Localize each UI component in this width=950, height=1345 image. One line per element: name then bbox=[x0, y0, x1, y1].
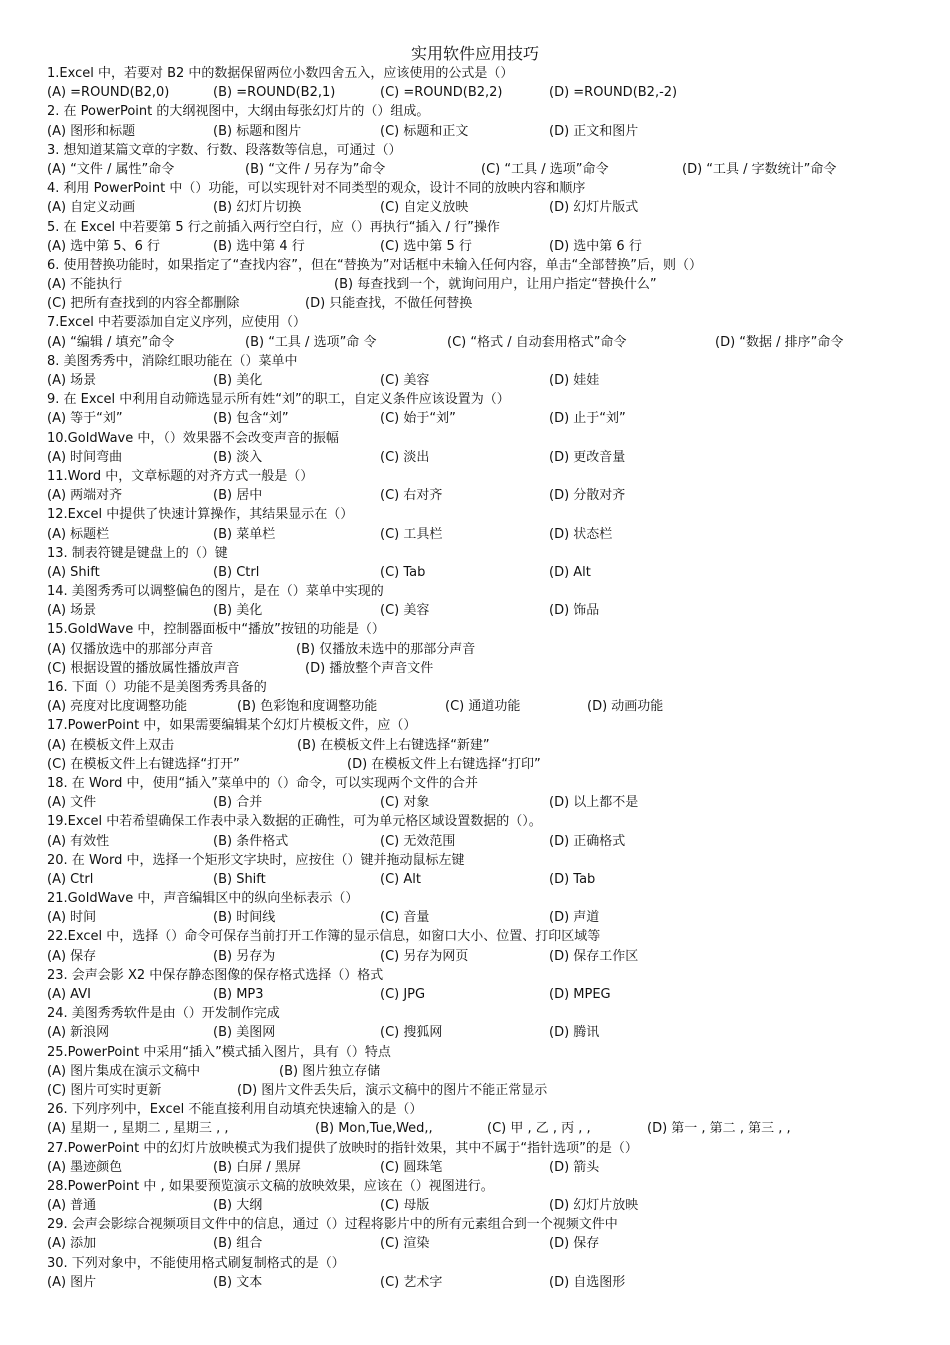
question-text: 26. 下列序列中，Excel 不能直接利用自动填充快速输入的是（） bbox=[47, 1102, 423, 1118]
answer-option: (A) 新浪网 bbox=[47, 1025, 110, 1041]
answer-option: (B) 条件格式 bbox=[213, 833, 289, 849]
option-row bbox=[47, 736, 927, 755]
answer-option: (C) 标题和正文 bbox=[380, 123, 469, 139]
answer-option: (A) 自定义动画 bbox=[47, 200, 136, 216]
answer-option: (A) 添加 bbox=[47, 1236, 97, 1252]
answer-option: (A) 在模板文件上双击 bbox=[47, 737, 175, 753]
question-text: 10.GoldWave 中，（）效果器不会改变声音的振幅 bbox=[47, 430, 339, 446]
question-text: 16. 下面（）功能不是美图秀秀具备的 bbox=[47, 680, 267, 695]
answer-option: (C) “格式 / 自动套用格式”命令 bbox=[447, 334, 627, 350]
answer-option: (D) 保存工作区 bbox=[549, 948, 639, 964]
option-row bbox=[47, 448, 927, 467]
question-text: 23. 会声会影 X2 中保存静态图像的保存格式选择（）格式 bbox=[47, 967, 384, 983]
answer-option: (D) 箭头 bbox=[549, 1159, 600, 1175]
answer-option: (B) Ctrl bbox=[213, 564, 260, 580]
answer-option: (B) 组合 bbox=[213, 1236, 263, 1252]
answer-option: (A) 场景 bbox=[47, 373, 97, 388]
answer-option: (C) 无效范围 bbox=[380, 833, 456, 849]
question-text: 24. 美图秀秀软件是由（）开发制作完成 bbox=[47, 1006, 280, 1022]
question-text: 9. 在 Excel 中利用自动筛选显示所有姓“刘”的职工，自定义条件应该设置为（） bbox=[47, 392, 510, 408]
answer-option: (D) 以上都不是 bbox=[549, 795, 639, 811]
question-text: 4. 利用 PowerPoint 中（）功能，可以实现针对不同类型的观众，设计不同的放映内容和顺序 bbox=[47, 181, 586, 197]
answer-option: (A) 普通 bbox=[47, 1198, 97, 1214]
question-text: 6. 使用替换功能时，如果指定了“查找内容”，但在“替换为”对话框中未输入任何内容，单击“全部替换”后，则（） bbox=[47, 257, 702, 273]
answer-option: (D) 幻灯片版式 bbox=[549, 200, 639, 216]
option-row bbox=[47, 486, 927, 505]
question-text: 12.Excel 中提供了快速计算操作，其结果显示在（） bbox=[47, 507, 354, 523]
answer-option: (C) 美容 bbox=[380, 603, 430, 619]
question-text: 7.Excel 中若要添加自定义序列，应使用（） bbox=[47, 315, 306, 331]
answer-option: (B) 选中第 4 行 bbox=[213, 238, 305, 254]
question-list bbox=[47, 64, 927, 1292]
answer-option: (B) 每查找到一个，就询问用户，让用户指定“替换什么” bbox=[334, 277, 657, 293]
option-row bbox=[47, 275, 927, 294]
question-text: 1.Excel 中，若要对 B2 中的数据保留两位小数四舍五入，应该使用的公式是（） bbox=[47, 66, 514, 81]
answer-option: (B) 大纲 bbox=[213, 1198, 263, 1214]
answer-option: (A) 文件 bbox=[47, 795, 97, 811]
option-row bbox=[47, 525, 927, 544]
option-row bbox=[47, 640, 927, 659]
answer-option: (D) MPEG bbox=[549, 987, 611, 1002]
option-row bbox=[47, 793, 927, 812]
answer-option: (B) 淡入 bbox=[213, 449, 263, 465]
option-row bbox=[47, 1081, 927, 1100]
answer-option: (C) 另存为网页 bbox=[380, 948, 469, 964]
answer-option: (D) 止于“刘” bbox=[549, 411, 626, 427]
answer-option: (C) Alt bbox=[380, 871, 421, 887]
answer-option: (A) “文件 / 属性”命令 bbox=[47, 161, 175, 177]
answer-option: (C) 淡出 bbox=[380, 449, 430, 465]
answer-option: (D) 状态栏 bbox=[549, 526, 613, 542]
answer-option: (D) 在模板文件上右键选择“打印” bbox=[347, 756, 541, 772]
answer-option: (B) =ROUND(B2,1) bbox=[213, 85, 336, 101]
answer-option: (B) 合并 bbox=[213, 795, 263, 811]
option-row bbox=[47, 601, 927, 620]
answer-option: (C) JPG bbox=[380, 987, 426, 1002]
answer-option: (C) 在模板文件上右键选择“打开” bbox=[47, 756, 240, 772]
answer-option: (B) 包含“刘” bbox=[213, 411, 289, 427]
question-text: 15.GoldWave 中，控制器面板中“播放”按钮的功能是（） bbox=[47, 622, 385, 638]
answer-option: (D) Alt bbox=[549, 564, 591, 580]
answer-option: (B) 另存为 bbox=[213, 948, 276, 964]
answer-option: (A) 不能执行 bbox=[47, 277, 123, 293]
question-text: 14. 美图秀秀可以调整偏色的图片，是在（）菜单中实现的 bbox=[47, 584, 384, 600]
answer-option: (A) 两端对齐 bbox=[47, 488, 123, 504]
question-text: 28.PowerPoint 中 , 如果要预览演示文稿的放映效果，应该在（）视图进行。 bbox=[47, 1178, 494, 1194]
question-text: 25.PowerPoint 中采用“插入”模式插入图片，具有（）特点 bbox=[47, 1044, 391, 1060]
answer-option: (C) 艺术字 bbox=[380, 1274, 443, 1290]
answer-option: (A) 选中第 5、6 行 bbox=[47, 238, 160, 254]
option-row bbox=[47, 832, 927, 851]
answer-option: (D) 图片文件丢失后，演示文稿中的图片不能正常显示 bbox=[237, 1082, 548, 1098]
answer-option: (B) “工具 / 选项”命 令 bbox=[245, 334, 377, 350]
answer-option: (A) 标题栏 bbox=[47, 526, 110, 542]
option-row bbox=[47, 409, 927, 428]
answer-option: (B) 美图网 bbox=[213, 1025, 276, 1041]
answer-option: (D) 保存 bbox=[549, 1236, 600, 1252]
answer-option: (B) 美化 bbox=[213, 373, 263, 388]
question-text: 18. 在 Word 中，使用“插入”菜单中的（）命令，可以实现两个文件的合并 bbox=[47, 775, 478, 791]
answer-option: (C) 美容 bbox=[380, 373, 430, 388]
answer-option: (C) 图片可实时更新 bbox=[47, 1082, 162, 1098]
option-row bbox=[47, 755, 927, 774]
question-text: 29. 会声会影综合视频项目文件中的信息，通过（）过程将影片中的所有元素组合到一个视频文件中 bbox=[47, 1217, 618, 1233]
question-text: 21.GoldWave 中，声音编辑区中的纵向坐标表示（） bbox=[47, 891, 359, 907]
question-text: 22.Excel 中，选择（）命令可保存当前打开工作簿的显示信息，如窗口大小、位置、打印区域等 bbox=[47, 929, 601, 945]
answer-option: (A) 时间 bbox=[47, 910, 97, 926]
answer-option: (B) 菜单栏 bbox=[213, 526, 276, 542]
option-row bbox=[47, 947, 927, 966]
answer-option: (B) 时间线 bbox=[213, 910, 276, 926]
answer-option: (C) Tab bbox=[380, 564, 426, 580]
option-row bbox=[47, 1119, 927, 1138]
answer-option: (C) “工具 / 选项”命令 bbox=[481, 161, 609, 177]
answer-option: (C) 圆珠笔 bbox=[380, 1159, 443, 1175]
option-row bbox=[47, 870, 927, 889]
answer-option: (D) 幻灯片放映 bbox=[549, 1198, 639, 1214]
answer-option: (B) Shift bbox=[213, 871, 266, 887]
question-text: 20. 在 Word 中，选择一个矩形文字块时，应按住（）键并拖动鼠标左键 bbox=[47, 852, 465, 868]
answer-option: (B) 幻灯片切换 bbox=[213, 200, 302, 216]
answer-option: (A) 星期一 , 星期二 , 星期三 , , bbox=[47, 1121, 229, 1137]
option-row bbox=[47, 371, 927, 390]
answer-option: (A) 图片 bbox=[47, 1274, 97, 1290]
answer-option: (C) 根据设置的播放属性播放声音 bbox=[47, 660, 240, 676]
answer-option: (C) =ROUND(B2,2) bbox=[380, 85, 503, 101]
answer-option: (D) 播放整个声音文件 bbox=[305, 660, 434, 676]
answer-option: (A) 有效性 bbox=[47, 833, 110, 849]
question-text: 27.PowerPoint 中的幻灯片放映模式为我们提供了放映时的指针效果，其中不属于“指针选项”的是（） bbox=[47, 1140, 638, 1156]
answer-option: (D) 选中第 6 行 bbox=[549, 238, 642, 254]
answer-option: (B) 文本 bbox=[213, 1274, 263, 1290]
answer-option: (C) 音量 bbox=[380, 910, 430, 926]
option-row bbox=[47, 1273, 927, 1292]
answer-option: (D) 腾讯 bbox=[549, 1025, 600, 1041]
answer-option: (A) Shift bbox=[47, 564, 100, 580]
answer-option: (D) 正确格式 bbox=[549, 833, 626, 849]
answer-option: (A) 亮度对比度调整功能 bbox=[47, 699, 188, 715]
option-row bbox=[47, 160, 927, 179]
option-row bbox=[47, 237, 927, 256]
question-text: 8. 美图秀秀中，消除红眼功能在（）菜单中 bbox=[47, 353, 298, 369]
answer-option: (D) 第一 , 第二 , 第三 , , bbox=[647, 1121, 791, 1137]
answer-option: (A) 图形和标题 bbox=[47, 123, 136, 139]
answer-option: (B) MP3 bbox=[213, 987, 264, 1002]
answer-option: (B) “文件 / 另存为”命令 bbox=[245, 161, 386, 177]
answer-option: (D) 更改音量 bbox=[549, 449, 626, 465]
option-row bbox=[47, 198, 927, 217]
answer-option: (B) 仅播放未选中的那部分声音 bbox=[296, 641, 476, 657]
answer-option: (B) Mon,Tue,Wed,, bbox=[315, 1121, 433, 1137]
option-row bbox=[47, 908, 927, 927]
answer-option: (A) 时间弯曲 bbox=[47, 449, 123, 465]
option-row bbox=[47, 1158, 927, 1177]
answer-option: (C) 甲 , 乙 , 丙 , , bbox=[487, 1121, 591, 1137]
answer-option: (D) 饰品 bbox=[549, 603, 600, 619]
option-row bbox=[47, 333, 927, 352]
answer-option: (A) Ctrl bbox=[47, 871, 94, 887]
answer-option: (C) 母版 bbox=[380, 1198, 430, 1214]
answer-option: (B) 色彩饱和度调整功能 bbox=[237, 699, 378, 715]
answer-option: (C) 自定义放映 bbox=[380, 200, 469, 216]
option-row bbox=[47, 985, 927, 1004]
answer-option: (D) 只能查找，不做任何替换 bbox=[305, 296, 473, 312]
answer-option: (D) “数据 / 排序”命令 bbox=[715, 334, 844, 350]
page-title: 实用软件应用技巧 bbox=[410, 44, 539, 63]
answer-option: (D) 分散对齐 bbox=[549, 488, 626, 504]
option-row bbox=[47, 83, 927, 102]
question-text: 3. 想知道某篇文章的字数、行数、段落数等信息，可通过（） bbox=[47, 142, 402, 158]
answer-option: (B) 图片独立存储 bbox=[279, 1063, 381, 1079]
answer-option: (A) 等于“刘” bbox=[47, 411, 123, 427]
answer-option: (A) AVI bbox=[47, 987, 91, 1002]
answer-option: (D) 娃娃 bbox=[549, 373, 600, 388]
answer-option: (D) 声道 bbox=[549, 910, 600, 926]
answer-option: (C) 右对齐 bbox=[380, 488, 443, 504]
option-row bbox=[47, 1062, 927, 1081]
answer-option: (D) 自选图形 bbox=[549, 1274, 626, 1290]
answer-option: (D) 正文和图片 bbox=[549, 123, 639, 139]
answer-option: (D) Tab bbox=[549, 871, 596, 887]
question-text: 2. 在 PowerPoint 的大纲视图中，大纲由每张幻灯片的（）组成。 bbox=[47, 104, 430, 120]
answer-option: (D) 动画功能 bbox=[587, 699, 664, 715]
question-text: 13. 制表符键是键盘上的（）键 bbox=[47, 545, 228, 561]
answer-option: (C) 搜狐网 bbox=[380, 1025, 443, 1041]
option-row bbox=[47, 122, 927, 141]
question-text: 5. 在 Excel 中若要第 5 行之前插入两行空白行，应（）再执行“插入 / 行”操作 bbox=[47, 219, 500, 235]
answer-option: (A) 保存 bbox=[47, 948, 97, 964]
answer-option: (D) =ROUND(B2,-2) bbox=[549, 85, 678, 101]
answer-option: (C) 工具栏 bbox=[380, 526, 443, 542]
answer-option: (B) 在模板文件上右键选择“新建” bbox=[297, 737, 490, 753]
answer-option: (A) 墨迹颜色 bbox=[47, 1159, 123, 1175]
option-row bbox=[47, 1234, 927, 1253]
answer-option: (B) 白屏 / 黑屏 bbox=[213, 1159, 301, 1175]
answer-option: (A) “编辑 / 填充”命令 bbox=[47, 334, 175, 350]
answer-option: (C) 渲染 bbox=[380, 1236, 430, 1252]
answer-option: (A) 场景 bbox=[47, 603, 97, 619]
answer-option: (C) 通道功能 bbox=[445, 699, 521, 715]
answer-option: (D) “工具 / 字数统计”命令 bbox=[682, 161, 837, 177]
answer-option: (B) 美化 bbox=[213, 603, 263, 619]
option-row bbox=[47, 659, 927, 678]
answer-option: (C) 把所有查找到的内容全都删除 bbox=[47, 296, 240, 312]
option-row bbox=[47, 1196, 927, 1215]
answer-option: (C) 选中第 5 行 bbox=[380, 238, 472, 254]
answer-option: (A) 图片集成在演示文稿中 bbox=[47, 1063, 201, 1079]
question-text: 19.Excel 中若希望确保工作表中录入数据的正确性，可为单元格区域设置数据的（）。 bbox=[47, 814, 542, 830]
option-row bbox=[47, 563, 927, 582]
question-text: 11.Word 中，文章标题的对齐方式一般是（） bbox=[47, 468, 314, 484]
answer-option: (A) 仅播放选中的那部分声音 bbox=[47, 641, 214, 657]
option-row bbox=[47, 1023, 927, 1042]
answer-option: (B) 标题和图片 bbox=[213, 123, 302, 139]
answer-option: (B) 居中 bbox=[213, 488, 263, 504]
question-text: 30. 下列对象中，不能使用格式刷复制格式的是（） bbox=[47, 1255, 345, 1271]
option-row bbox=[47, 697, 927, 716]
option-row bbox=[47, 294, 927, 313]
answer-option: (A) =ROUND(B2,0) bbox=[47, 85, 170, 101]
answer-option: (C) 对象 bbox=[380, 795, 430, 811]
question-text: 17.PowerPoint 中，如果需要编辑某个幻灯片模板文件，应（） bbox=[47, 718, 417, 734]
answer-option: (C) 始于“刘” bbox=[380, 411, 456, 427]
